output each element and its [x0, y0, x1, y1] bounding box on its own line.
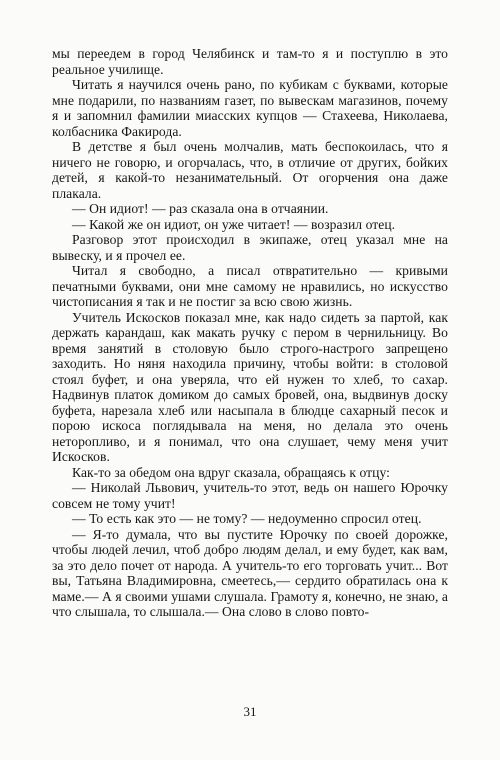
- paragraph-2: Читать я научился очень рано, по кубикам с буквами, которые мне подарили, по названиям газет, по вывескам магазинов, почему я и запомнил фамилии миасских купцов — Стахеева, Николаева, колбасника Факирода.: [52, 77, 448, 139]
- paragraph-5: — Какой же он идиот, он уже читает! — возразил отец.: [72, 216, 396, 232]
- paragraph-12: — Я-то думала, что вы пустите Юрочку по своей дорожке, чтобы людей лечил, чтоб добро людям делал, и ему будет, как вам, за это дело почет от народа. А учитель-то его торговать учит... Вот вы, Татьяна Владимировна, смеетесь,— сердито обратилась она к маме.— А я своими ушами слушала. Грамоту я, конечно, не знаю, а что слышала, то слышала.— Она слово в слово повто-: [52, 526, 448, 619]
- paragraph-4: — Он идиот! — раз сказала она в отчаянии.: [72, 201, 329, 216]
- paragraph-9: Как-то за обедом она вдруг сказала, обращаясь к отцу:: [72, 464, 390, 480]
- body-text: [52, 46, 448, 620]
- paragraph-1: мы переедем в город Челябинск и там-то я и поступлю в это реальное училище.: [52, 46, 448, 77]
- paragraph-3: В детстве я был очень молчалив, мать беспокоилась, что я ничего не говорю, и огорчалась, что, в отличие от других, бойких детей, я какой-то незанимательный. От огорчения она даже плакала.: [52, 139, 448, 201]
- paragraph-8: Учитель Искосков показал мне, как надо сидеть за партой, как держать карандаш, как макать ручку с пером в чернильницу. Во время занятий в столовую было строго-настрого запрещено заходить. Но няня находила причину, чтобы войти: в столовой стоял буфет, и она уверяла, что ей нужен то хлеб, то сахар. Надвинув платок домиком до самых бровей, она, выдвинув доску буфета, нарезала хлеб или насыпала в блюдце сахарный песок и порою искоса поглядывала на меня, но делала это очень неторопливо, и я понимал, что она слушает, чему меня учит Искосков.: [52, 309, 448, 464]
- paragraph-10: — Николай Львович, учитель-то этот, ведь он нашего Юрочку совсем не тому учит!: [52, 480, 448, 511]
- paragraph-7: Читал я свободно, а писал отвратительно — кривыми печатными буквами, они мне самому не нравились, но искусство чистописания я так и не постиг за всю свою жизнь.: [52, 263, 448, 309]
- paragraph-6: Разговор этот происходил в экипаже, отец указал мне на вывеску, и я прочел ее.: [52, 232, 448, 263]
- page-number: 31: [243, 704, 257, 719]
- paragraph-11: — То есть как это — не тому? — недоуменно спросил отец.: [72, 511, 422, 526]
